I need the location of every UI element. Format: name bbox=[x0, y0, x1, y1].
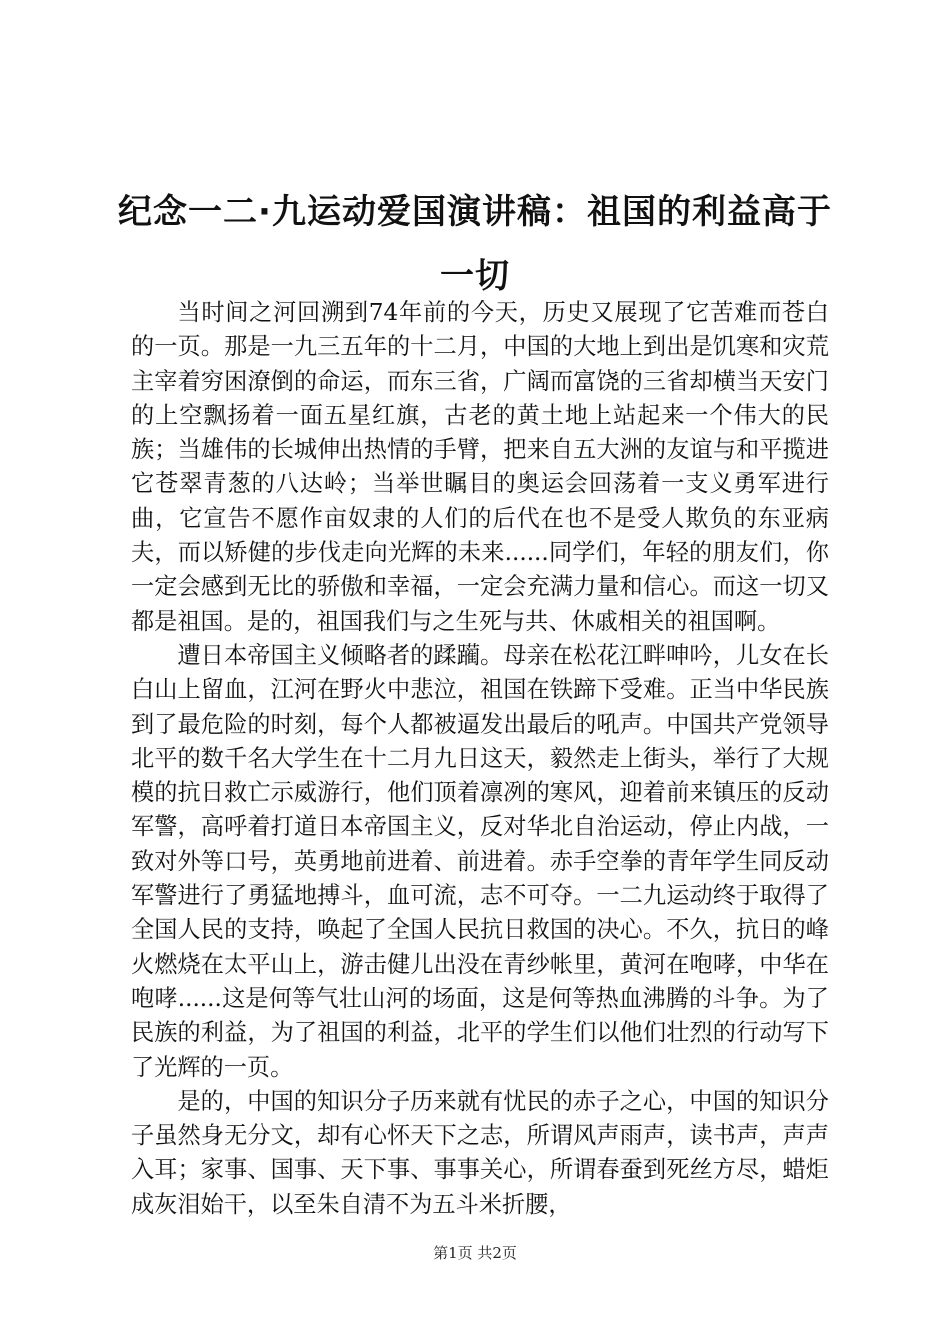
page-number-footer: 第1页 共2页 bbox=[433, 1244, 517, 1262]
paragraph-3: 是的，中国的知识分子历来就有忧民的赤子之心，中国的知识分子虽然身无分文，却有心怀天下之志，所谓风声雨声，读书声，声声入耳；家事、国事、天下事、事事关心，所谓春蚕到死丝方尽，蜡炬成灰泪始干，以至朱自清不为五斗米折腰， bbox=[131, 1087, 829, 1218]
paragraph-1: 当时间之河回溯到74年前的今天，历史又展现了它苦难而苍白的一页。那是一九三五年的十二月，中国的大地上到出是饥寒和灾荒主宰着穷困潦倒的命运，而东三省，广阔而富饶的三省却横当天安门的上空飘扬着一面五星红旗，古老的黄土地上站起来一个伟大的民族；当雄伟的长城伸出热情的手臂，把来自五大洲的友谊与和平揽进它苍翠青葱的八达岭；当举世瞩目的奥运会回荡着一支义勇军进行曲，它宣告不愿作亩奴隶的人们的后代在也不是受人欺负的东亚病夫，而以矫健的步伐走向光辉的未来......同学们，年轻的朋友们，你一定会感到无比的骄傲和幸福，一定会充满力量和信心。而这一切又都是祖国。是的，祖国我们与之生死与共、休戚相关的祖国啊。 bbox=[131, 299, 829, 635]
paragraph-2: 遭日本帝国主义倾略者的蹂躏。母亲在松花江畔呻吟，儿女在长白山上留血，江河在野火中悲泣，祖国在铁蹄下受难。正当中华民族到了最危险的时刻，每个人都被逼发出最后的吼声。中国共产党领导北平的数千名大学生在十二月九日这天，毅然走上街头，举行了大规模的抗日救亡示威游行，他们顶着凛冽的寒风，迎着前来镇压的反动军警，高呼着打道日本帝国主义，反对华北自治运动，停止内战，一致对外等口号，英勇地前进着、前进着。赤手空拳的青年学生同反动军警进行了勇猛地搏斗，血可流，志不可夺。一二九运动终于取得了全国人民的支持，唤起了全国人民抗日救国的决心。不久，抗日的峰火燃烧在太平山上，游击健儿出没在青纱帐里，黄河在咆哮，中华在咆哮......这是何等气壮山河的场面，这是何等热血沸腾的斗争。为了民族的利益，为了祖国的利益，北平的学生们以他们壮烈的行动写下了光辉的一页。 bbox=[131, 641, 829, 1081]
document-body bbox=[131, 296, 829, 1222]
page-title: 纪念一二·九运动爱国演讲稿：祖国的利益高于一切 bbox=[118, 192, 832, 296]
